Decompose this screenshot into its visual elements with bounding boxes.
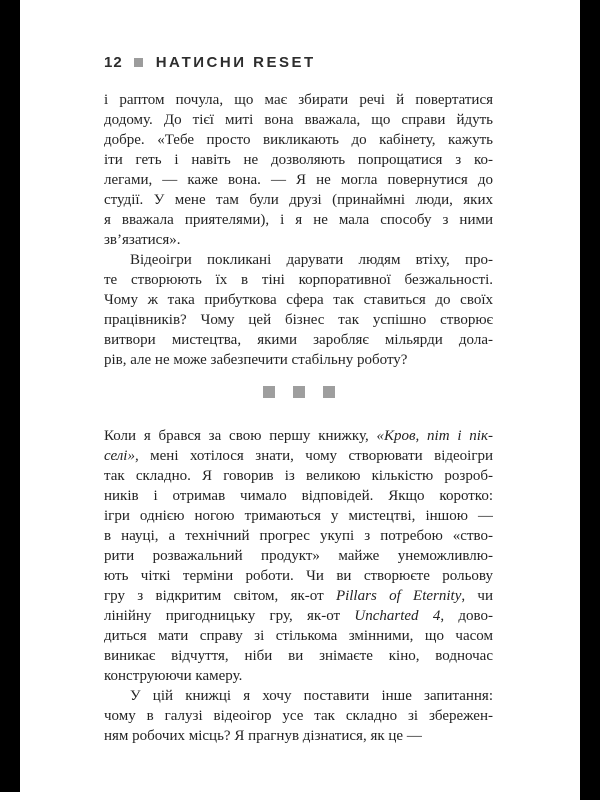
square-bullet-icon bbox=[134, 58, 143, 67]
section-divider bbox=[104, 386, 493, 398]
section-2 bbox=[104, 426, 493, 746]
right-black-bar bbox=[580, 0, 600, 800]
square-icon bbox=[263, 386, 275, 398]
page-number: 12 bbox=[104, 54, 123, 71]
text-line: конструюючи камеру. bbox=[104, 668, 243, 684]
text-line: витвори мистецтва, якими заробляє мільярди дола- bbox=[104, 332, 493, 348]
text-line: ють чіткі терміни роботи. Чи ви створюєте рольову bbox=[104, 568, 493, 584]
left-black-bar bbox=[0, 0, 20, 792]
paragraph bbox=[104, 686, 493, 746]
body-text bbox=[104, 90, 493, 746]
text-line: Чому ж така прибуткова сфера так ставиться до своїх bbox=[104, 292, 493, 308]
text-line: У цій книжці я хочу поставити інше запитання: bbox=[130, 688, 493, 704]
text-line: ігри однією ногою тримаються у мистецтві, іншою — bbox=[104, 508, 493, 524]
text-line: в науці, а технічний прогрес укупі з потребою «ство- bbox=[104, 528, 493, 544]
page-header bbox=[104, 54, 493, 76]
paragraph bbox=[104, 250, 493, 370]
text-line: лінійну пригодницьку гру, як-от Uncharted 4, дово- bbox=[104, 608, 493, 624]
text-line: гру з відкритим світом, як-от Pillars of Eternity, чи bbox=[104, 588, 493, 604]
text-line: іти геть і навіть не дозволяють попрощатися з ко- bbox=[104, 152, 493, 168]
text-line: працівників? Чому цей бізнес так успішно створює bbox=[104, 312, 493, 328]
paragraph bbox=[104, 426, 493, 686]
text-line: те створюють їх в тіні корпоративної безжальності. bbox=[104, 272, 493, 288]
text-line: я вважала приятелями), і я не мала способу з ними bbox=[104, 212, 493, 228]
text-line: зв’язатися». bbox=[104, 232, 181, 248]
text-line: рів, але не може забезпечити стабільну роботу? bbox=[104, 352, 408, 368]
text-line: легами, — каже вона. — Я не могла повернутися до bbox=[104, 172, 493, 188]
text-line: Коли я брався за свою першу книжку, «Кров, піт і пік- bbox=[104, 428, 493, 444]
chapter-title: НАТИСНИ RESET bbox=[155, 54, 316, 71]
text-line: диться мати справу зі стількома змінними, що часом bbox=[104, 628, 493, 644]
section-1 bbox=[104, 90, 493, 370]
square-icon bbox=[293, 386, 305, 398]
text-line: і раптом почула, що має збирати речі й повертатися bbox=[104, 92, 493, 108]
text-line: Відеоігри покликані дарувати людям втіху, про- bbox=[130, 252, 493, 268]
text-line: студії. У мене там були друзі (принаймні люди, яких bbox=[104, 192, 493, 208]
text-line: чому в галузі відеоігор усе так складно зі збережен- bbox=[104, 708, 493, 724]
square-icon bbox=[323, 386, 335, 398]
text-line: селі», мені хотілося знати, чому створювати відеоігри bbox=[104, 448, 493, 464]
text-line: добре. «Тебе просто викликають до кабінету, кажуть bbox=[104, 132, 493, 148]
text-line: ням робочих місць? Я прагнув дізнатися, як це — bbox=[104, 728, 422, 744]
text-line: так складно. Я говорив із великою кількістю розроб- bbox=[104, 468, 493, 484]
text-line: додому. До тієї миті вона вважала, що справи йдуть bbox=[104, 112, 493, 128]
text-line: ників і отримав чимало відповідей. Якщо коротко: bbox=[104, 488, 493, 504]
text-line: виникає відчуття, ніби ви знімаєте кіно, водночас bbox=[104, 648, 493, 664]
text-line: рити розважальний продукт» майже унеможливлю- bbox=[104, 548, 493, 564]
paragraph bbox=[104, 90, 493, 250]
page-content bbox=[104, 54, 493, 746]
